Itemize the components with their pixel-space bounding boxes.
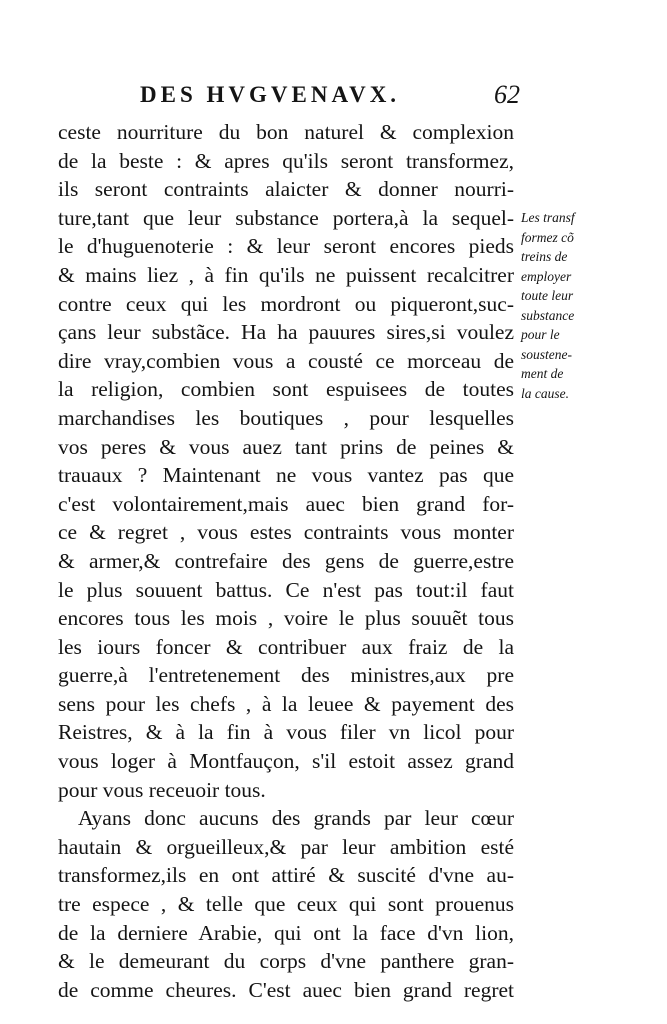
text-line: les iours foncer & contribuer aux fraiz de la (58, 634, 514, 659)
text-line: trauaux ? Maintenant ne vous vantez pas que (58, 463, 514, 488)
note-line: la cause. (521, 385, 569, 401)
text-line: de la derniere Arabie, qui ont la face d'vn lion, (58, 920, 514, 945)
text-line: marchandises les boutiques , pour lesquelles (58, 405, 514, 430)
text-line: ils seront contraints alaicter & donner nourri- (58, 177, 514, 202)
note-line: formez cõ (521, 229, 574, 245)
text-line: ceste nourriture du bon naturel & complexion (58, 120, 514, 144)
note-line: soustene- (521, 346, 572, 362)
text-line: Reistres, & à la fin à vous filer vn licol pour (58, 720, 514, 745)
text-line: transformez,ils en ont attiré & suscité d'vne au- (58, 863, 514, 888)
note-line: pour le (521, 327, 560, 342)
page-number: 62 (494, 80, 520, 109)
text-line: vos peres & vous auez tant prins de peines & (58, 434, 514, 459)
note-line: toute leur (521, 288, 574, 303)
text-line: ture,tant que leur substance portera,à la sequel- (58, 205, 514, 230)
paragraph-end-line: pour vous receuoir tous. (58, 777, 266, 802)
text-line: c'est volontairement,mais auec bien grand for- (58, 491, 514, 516)
text-line: la religion, combien sont espuisees de toutes (58, 377, 514, 402)
text-line: de la beste : & apres qu'ils seront transformez, (58, 148, 514, 173)
text-line: ce & regret , vous estes contraints vous monter (58, 520, 514, 545)
text-line: encores tous les mois , voire le plus souuẽt tous (58, 606, 514, 631)
note-line: employer (521, 268, 572, 284)
text-line: & le demeurant du corps d'vne panthere gran- (58, 949, 514, 974)
text-line: le plus souuent battus. Ce n'est pas tout:il faut (58, 577, 514, 602)
text-line: & mains liez , à fin qu'ils ne puissent recalcitrer (58, 262, 514, 287)
text-line: hautain & orgueilleux,& par leur ambition esté (58, 834, 514, 859)
text-line: dire vray,combien vous a cousté ce morceau de (58, 348, 514, 373)
text-line: vous loger à Montfauçon, s'il estoit assez grand (58, 749, 514, 774)
text-line: le d'huguenoterie : & leur seront encores pieds (58, 234, 514, 259)
note-line: ment de (521, 366, 564, 381)
page-header (140, 82, 520, 112)
text-line: contre ceux qui les mordront ou piqueront,suc- (58, 291, 514, 316)
marginal-note (521, 208, 595, 403)
text-line: & armer,& contrefaire des gens de guerre,estre (58, 548, 514, 573)
note-line: substance (521, 307, 575, 323)
text-line: de comme cheures. C'est auec bien grand regret (58, 977, 514, 1002)
body-text (58, 118, 514, 1004)
paragraph-start-line: Ayans donc aucuns des grands par leur cœur (78, 806, 514, 831)
text-line: tre espece , & telle que ceux qui sont prouenus (58, 892, 514, 917)
running-head: DES HVGVENAVX. (140, 82, 401, 107)
text-line: sens pour les chefs , à la leuee & payement des (58, 691, 514, 716)
note-line: Les transf (521, 210, 575, 225)
text-line: çans leur substãce. Ha ha pauures sires,si voulez (58, 320, 514, 345)
note-line: treins de (521, 249, 568, 264)
text-line: guerre,à l'entretenement des ministres,aux pre (58, 663, 514, 688)
